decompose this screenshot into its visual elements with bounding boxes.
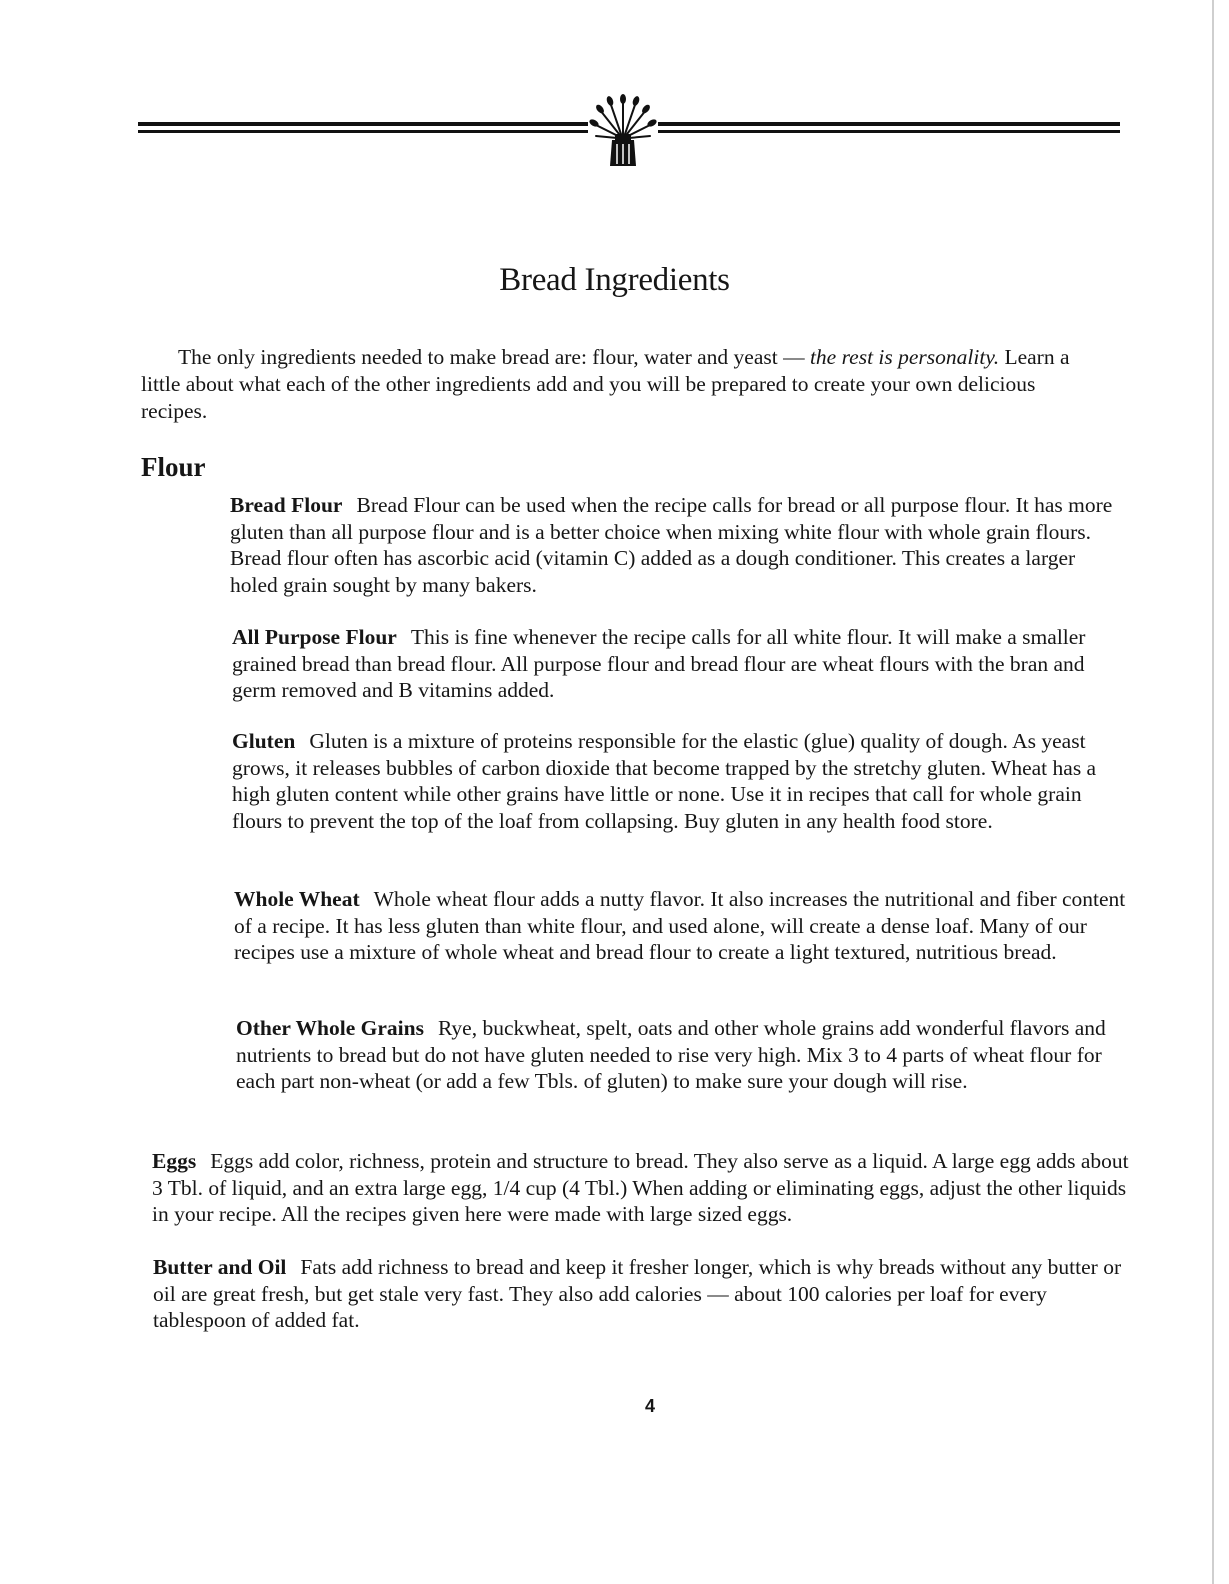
entry-text: Bread Flour can be used when the recipe calls for bread or all purpose flour. It has more gluten than all purpose flour and is a better choice when mixing white flour with whole grain flours. Bread flour often has ascorbic acid (vitamin C) added as a dough conditioner. This creates a larger holed grain sought by many bakers. (230, 493, 1113, 597)
entry-whole-wheat (234, 886, 1129, 966)
flour-heading: Flour (141, 452, 206, 482)
entry-term: Whole Wheat (234, 887, 360, 911)
entry-term: Bread Flour (230, 493, 343, 517)
entry-text: Whole wheat flour adds a nutty flavor. It also increases the nutritional and fiber content of a recipe. It has less gluten than white flour, and used alone, will create a dense loaf. Many of our recipes use a mixture of whole wheat and bread flour to create a light textured, nutritious bread. (234, 887, 1126, 964)
entry-text: Gluten is a mixture of proteins responsible for the elastic (glue) quality of dough. As yeast grows, it releases bubbles of carbon dioxide that become trapped by the stretchy gluten. Wheat has a high gluten content while other grains have little or none. Use it in recipes that call for whole grain flours to prevent the top of the loaf from collapsing. Buy gluten in any health food store. (232, 729, 1097, 833)
intro-emphasis: the rest is personality. (809, 345, 1000, 369)
header-ornament (138, 90, 1120, 170)
entry-butter-and-oil (153, 1254, 1133, 1334)
entry-text: Fats add richness to bread and keep it fresher longer, which is why breads without any butter or oil are great fresh, but get stale very fast. They also add calories — about 100 calories per loaf for every tablespoon of added fat. (153, 1255, 1122, 1332)
entry-term: Butter and Oil (153, 1255, 287, 1279)
wheat-sheaf-icon (588, 90, 658, 168)
intro-continuation: Learn a little about what each of the other ingredients add and you will be prepared to create your own delicious recipes. (141, 345, 1070, 423)
entry-text: Rye, buckwheat, spelt, oats and other whole grains add wonderful flavors and nutrients to bread but do not have gluten needed to rise very high. Mix 3 to 4 parts of wheat flour for each part non-wheat (or add a few Tbls. of gluten) to make sure your dough will rise. (236, 1016, 1106, 1093)
entry-text: Eggs add color, richness, protein and structure to bread. They also serve as a liquid. A large egg adds about 3 Tbl. of liquid, and an extra large egg, 1/4 cup (4 Tbl.) When adding or eliminating eggs, adjust the other liquids in your recipe. All the recipes given here were made with large sized eggs. (152, 1149, 1129, 1226)
entry-text: This is fine whenever the recipe calls for all white flour. It will make a smaller grained bread than bread flour. All purpose flour and bread flour are wheat flours with the bran and germ removed and B vitamins added. (232, 625, 1086, 702)
page-number: 4 (644, 1396, 655, 1416)
page-title: Bread Ingredients (499, 262, 730, 298)
intro-text: The only ingredients needed to make bread are: flour, water and yeast — (178, 345, 810, 369)
entry-term: All Purpose Flour (232, 625, 397, 649)
entry-eggs (152, 1148, 1137, 1228)
entry-bread-flour (230, 492, 1118, 598)
entry-other-whole-grains (236, 1015, 1116, 1095)
entry-all-purpose-flour (232, 624, 1102, 704)
entry-gluten (232, 728, 1107, 834)
scan-edge-line (1212, 0, 1214, 1584)
entry-term: Other Whole Grains (236, 1016, 424, 1040)
entry-term: Eggs (152, 1149, 197, 1173)
entry-term: Gluten (232, 729, 296, 753)
intro-paragraph (141, 344, 1101, 425)
